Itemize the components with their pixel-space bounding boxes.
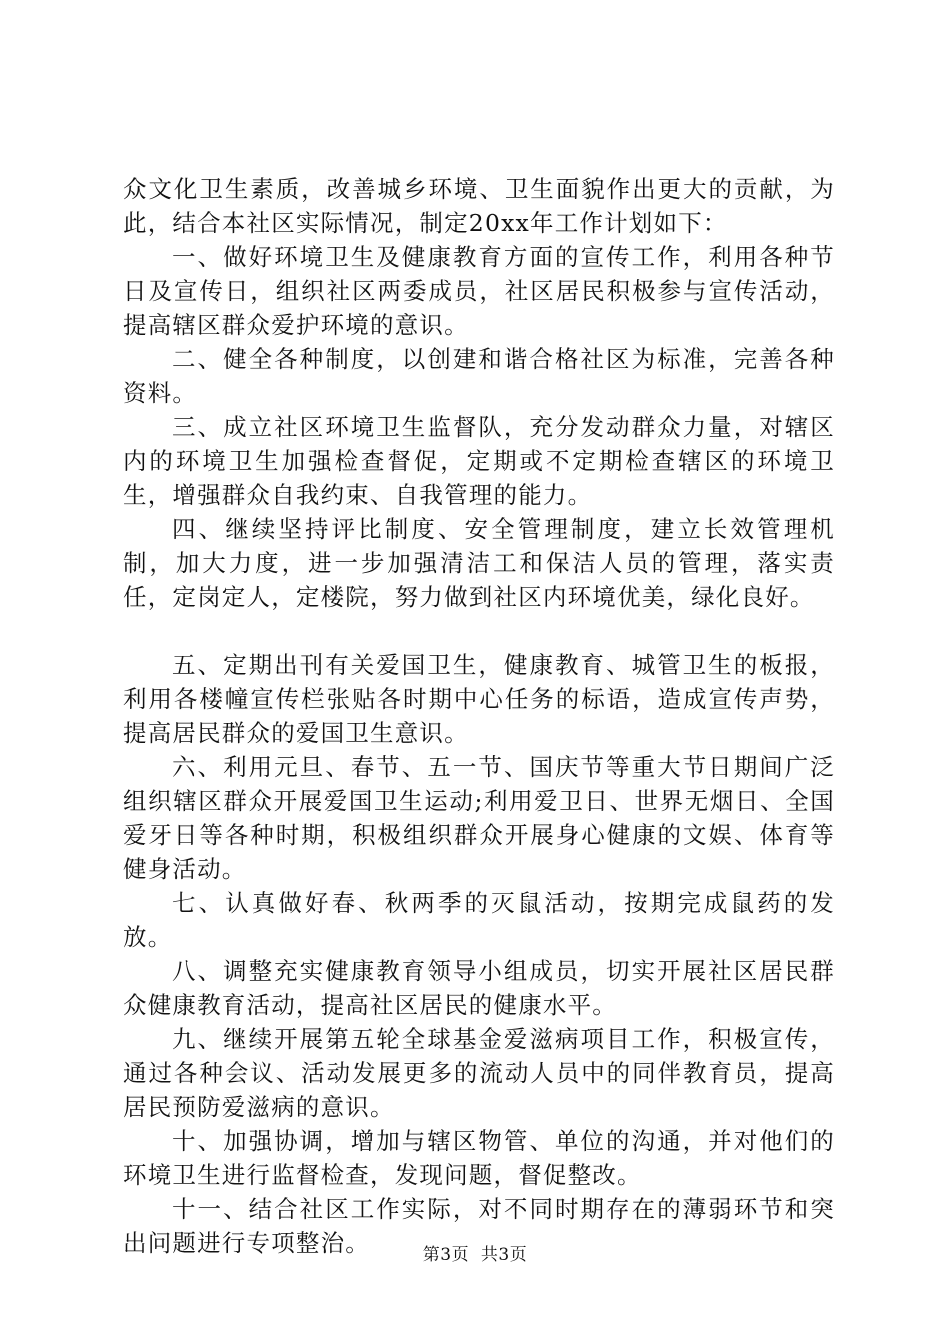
paragraph-item-7: 七、认真做好春、秋两季的灭鼠活动，按期完成鼠药的发放。 — [123, 889, 835, 951]
paragraph-item-6: 六、利用元旦、春节、五一节、国庆节等重大节日期间广泛组织辖区群众开展爱国卫生运动;利用爱卫日、世界无烟日、全国爱牙日等各种时期，积极组织群众开展身心健康的文娱、体育等健身活动。 — [123, 753, 835, 883]
document-body — [123, 172, 835, 1260]
paragraph-item-4: 四、继续坚持评比制度、安全管理制度，建立长效管理机制，加大力度，进一步加强清洁工和保洁人员的管理，落实责任，定岗定人，定楼院，努力做到社区内环境优美，绿化良好。 — [123, 515, 835, 611]
paragraph-item-8: 八、调整充实健康教育领导小组成员，切实开展社区居民群众健康教育活动，提高社区居民的健康水平。 — [123, 957, 835, 1019]
paragraph-item-5: 五、定期出刊有关爱国卫生，健康教育、城管卫生的板报，利用各楼幢宣传栏张贴各时期中心任务的标语，造成宣传声势，提高居民群众的爱国卫生意识。 — [123, 651, 835, 747]
paragraph-item-9: 九、继续开展第五轮全球基金爱滋病项目工作，积极宣传，通过各种会议、活动发展更多的流动人员中的同伴教育员，提高居民预防爱滋病的意识。 — [123, 1025, 835, 1121]
page-footer: 第3页 共3页 — [422, 1245, 528, 1265]
paragraph-item-3: 三、成立社区环境卫生监督队，充分发动群众力量，对辖区内的环境卫生加强检查督促，定期或不定期检查辖区的环境卫生，增强群众自我约束、自我管理的能力。 — [123, 413, 835, 509]
paragraph-item-2: 二、健全各种制度，以创建和谐合格社区为标准，完善各种资料。 — [123, 345, 835, 407]
paragraph-intro-continuation: 众文化卫生素质，改善城乡环境、卫生面貌作出更大的贡献，为此，结合本社区实际情况，制定20xx年工作计划如下： — [123, 175, 835, 237]
paragraph-item-11: 十一、结合社区工作实际，对不同时期存在的薄弱环节和突出问题进行专项整治。 — [123, 1195, 835, 1257]
paragraph-item-1: 一、做好环境卫生及健康教育方面的宣传工作，利用各种节日及宣传日，组织社区两委成员，社区居民积极参与宣传活动，提高辖区群众爱护环境的意识。 — [123, 243, 835, 339]
paragraph-item-10: 十、加强协调，增加与辖区物管、单位的沟通，并对他们的环境卫生进行监督检查，发现问题，督促整改。 — [123, 1127, 835, 1189]
